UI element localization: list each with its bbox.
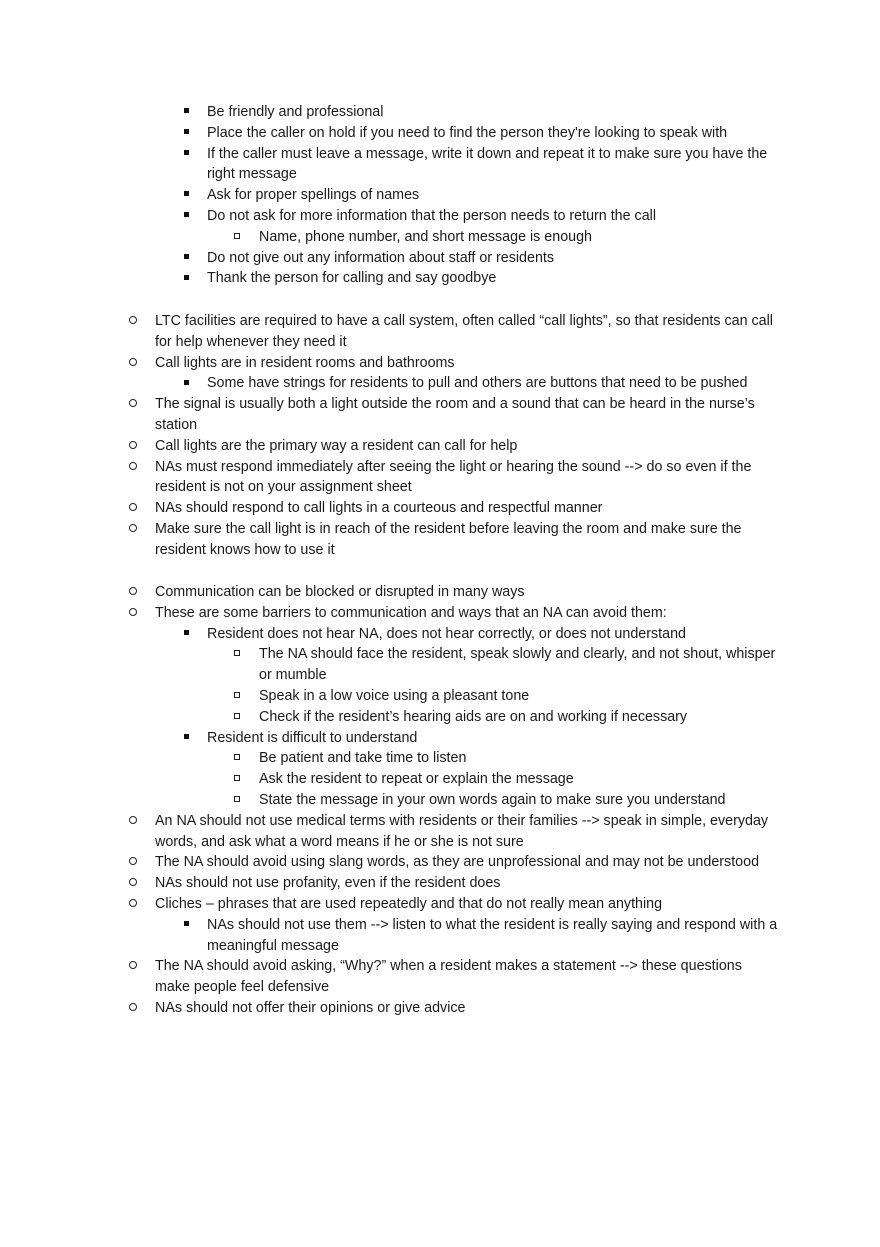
list-item-text: Name, phone number, and short message is enough [259, 228, 593, 245]
circle-bullet-icon [126, 894, 140, 915]
square-bullet-icon [180, 624, 192, 645]
list-item-text: Make sure the call light is in reach of the resident before leaving the room and make sure the resident knows how to use it [155, 520, 742, 558]
list-item-text: Be friendly and professional [207, 104, 384, 120]
list-item [0, 790, 780, 811]
circle-bullet-icon [126, 852, 140, 873]
hollow-square-bullet-icon [231, 769, 243, 790]
list-item [0, 248, 780, 269]
list-item [0, 707, 780, 728]
circle-bullet-icon [126, 457, 140, 478]
list-item [0, 498, 780, 519]
list-item [0, 852, 780, 873]
circle-bullet-icon [126, 603, 140, 624]
list-item [0, 769, 780, 790]
communication-barriers-list [0, 582, 880, 1019]
hollow-square-bullet-icon [231, 707, 243, 728]
hollow-square-bullet-icon [231, 644, 243, 665]
list-item [0, 123, 780, 144]
call-lights-list [0, 311, 880, 561]
list-item-text: Be patient and take time to listen [259, 750, 467, 767]
square-bullet-icon [180, 728, 192, 749]
list-item [0, 582, 780, 603]
list-item-text: The NA should avoid using slang words, as they are unprofessional and may not be understood [155, 854, 760, 871]
list-item-text: Do not ask for more information that the person needs to return the call [207, 207, 657, 224]
square-bullet-icon [180, 123, 192, 144]
list-item [0, 998, 780, 1019]
list-item [0, 373, 780, 394]
circle-bullet-icon [126, 956, 140, 977]
list-item-text: Call lights are in resident rooms and bathrooms [155, 354, 455, 371]
square-bullet-icon [180, 185, 192, 206]
square-bullet-icon [180, 144, 192, 165]
list-item-text: If the caller must leave a message, write it down and repeat it to make sure you have the right message [207, 145, 768, 183]
list-item-text: NAs should not use profanity, even if the resident does [155, 875, 501, 892]
circle-bullet-icon [126, 582, 140, 603]
list-item-text: The signal is usually both a light outside the room and a sound that can be heard in the nurse’s station [155, 396, 755, 433]
list-item [0, 624, 780, 645]
list-item-text: Ask the resident to repeat or explain the message [259, 771, 574, 788]
list-item-text: The NA should avoid asking, “Why?” when a resident makes a statement --> these questions make people feel defensive [155, 958, 742, 996]
list-item-text: Ask for proper spellings of names [207, 187, 420, 204]
list-item-text: Check if the resident’s hearing aids are on and working if necessary [259, 708, 688, 725]
list-item [0, 206, 780, 227]
list-item-text: Resident is difficult to understand [207, 729, 418, 746]
circle-bullet-icon [126, 311, 140, 332]
hollow-square-bullet-icon [231, 686, 243, 707]
square-bullet-icon [180, 373, 192, 394]
list-item [0, 728, 780, 749]
circle-bullet-icon [126, 498, 140, 519]
square-bullet-icon [180, 268, 192, 289]
list-item-text: NAs should respond to call lights in a courteous and respectful manner [155, 500, 603, 517]
list-item [0, 519, 780, 561]
list-item-text: NAs must respond immediately after seeing the light or hearing the sound --> do so even if the resident is not on your assignment sheet [155, 458, 752, 496]
circle-bullet-icon [126, 353, 140, 374]
list-item-text: LTC facilities are required to have a call system, often called “call lights”, so that residents can call for help whenever they need it [155, 313, 773, 350]
list-item [0, 311, 780, 353]
list-item-text: Some have strings for residents to pull and others are buttons that need to be pushed [207, 375, 748, 392]
list-item [0, 873, 780, 894]
list-item [0, 436, 780, 457]
list-item-text: Place the caller on hold if you need to find the person they're looking to speak with [207, 124, 728, 141]
list-item-text: NAs should not use them --> listen to what the resident is really saying and respond with a meaningful message [207, 916, 778, 954]
list-item-text: State the message in your own words again to make sure you understand [259, 791, 726, 808]
list-item-text: Resident does not hear NA, does not hear correctly, or does not understand [207, 625, 686, 642]
circle-bullet-icon [126, 519, 140, 540]
hollow-square-bullet-icon [231, 748, 243, 769]
list-item [0, 894, 780, 915]
circle-bullet-icon [126, 873, 140, 894]
list-item-text: Thank the person for calling and say goodbye [207, 270, 497, 287]
square-bullet-icon [180, 206, 192, 227]
list-item [0, 686, 780, 707]
list-item [0, 227, 780, 248]
circle-bullet-icon [126, 394, 140, 415]
list-item [0, 811, 780, 853]
circle-bullet-icon [126, 811, 140, 832]
list-item [0, 457, 780, 499]
list-item-text: Do not give out any information about staff or residents [207, 249, 555, 266]
hollow-square-bullet-icon [231, 227, 243, 248]
circle-bullet-icon [126, 998, 140, 1019]
list-item [0, 102, 780, 123]
list-item [0, 185, 780, 206]
list-item-text: NAs should not offer their opinions or give advice [155, 999, 466, 1016]
list-item-text: Speak in a low voice using a pleasant tone [259, 687, 530, 704]
list-item-text: These are some barriers to communication and ways that an NA can avoid them: [155, 604, 667, 621]
list-item-text: Communication can be blocked or disrupted in many ways [155, 584, 525, 600]
list-item [0, 956, 780, 998]
list-item [0, 268, 780, 289]
list-item [0, 748, 780, 769]
list-item [0, 144, 780, 186]
list-item [0, 603, 780, 624]
square-bullet-icon [180, 102, 192, 123]
list-item [0, 915, 780, 957]
circle-bullet-icon [126, 436, 140, 457]
list-item-text: Cliches – phrases that are used repeatedly and that do not really mean anything [155, 895, 663, 912]
phone-etiquette-list [0, 102, 880, 289]
list-item-text: An NA should not use medical terms with residents or their families --> speak in simple, everyday words, and ask what a word means if he or she is not sure [155, 812, 769, 850]
square-bullet-icon [180, 248, 192, 269]
list-item-text: Call lights are the primary way a resident can call for help [155, 437, 518, 454]
list-item [0, 394, 780, 436]
hollow-square-bullet-icon [231, 790, 243, 811]
list-item [0, 353, 780, 374]
square-bullet-icon [180, 915, 192, 936]
list-item-text: The NA should face the resident, speak slowly and clearly, and not shout, whisper or mumble [259, 646, 776, 684]
list-item [0, 644, 780, 686]
